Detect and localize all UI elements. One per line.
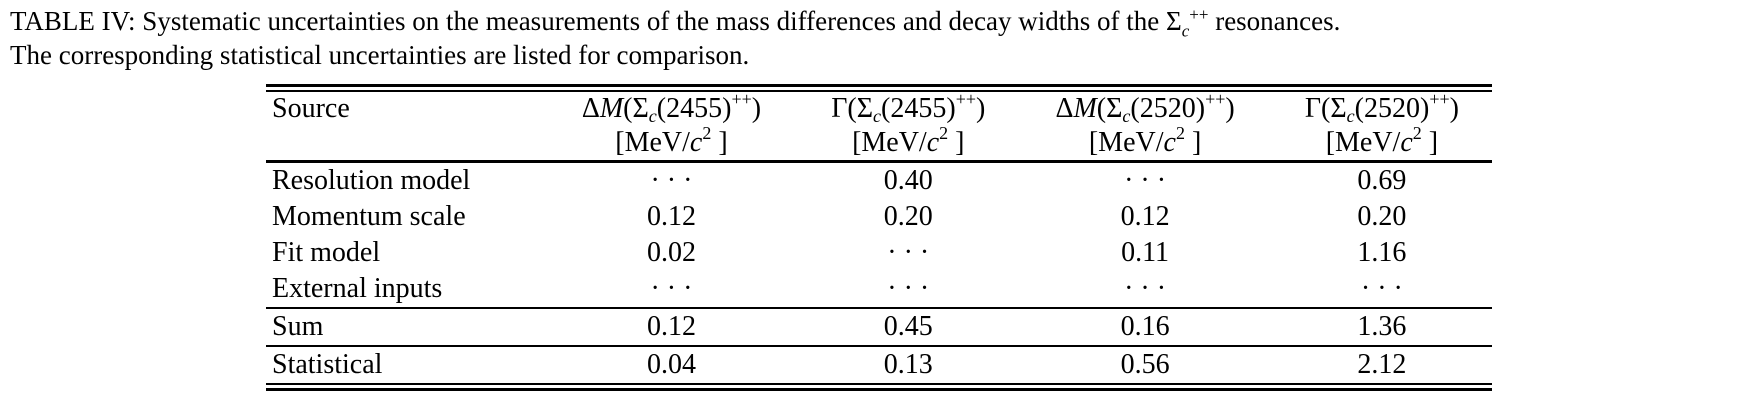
cell-value: · · · <box>1360 273 1403 304</box>
table-row <box>266 235 1492 271</box>
caption-text-suffix: resonances. <box>1208 6 1341 36</box>
table-caption <box>10 4 1755 72</box>
header-source-blank <box>266 126 545 162</box>
row-label: Momentum scale <box>272 201 466 232</box>
row-label: External inputs <box>272 273 443 304</box>
cell-value: 0.12 <box>1120 201 1170 232</box>
cell-value: 0.45 <box>798 308 1018 346</box>
cell-value: · · · <box>1124 165 1167 196</box>
cell-value: · · · <box>887 237 930 268</box>
cell-value: · · · <box>1124 273 1167 304</box>
statistical-row <box>266 346 1492 383</box>
cell-value: 0.13 <box>798 346 1018 383</box>
caption-text-prefix: TABLE IV: Systematic uncertainties on the measurements of the mass differences and decay widths of the Σ <box>10 6 1182 36</box>
cell-value: · · · <box>887 273 930 304</box>
header-unit-1: [$MeV/c^2$ ] <box>545 126 798 162</box>
cell-value: 1.16 <box>1357 237 1407 268</box>
header-unit-2: [$MeV/c^2$ ] <box>798 126 1018 162</box>
table-row <box>266 271 1492 308</box>
caption-line-2: The corresponding statistical uncertainties are listed for comparison. <box>10 40 750 70</box>
row-label: Resolution model <box>272 165 471 196</box>
header-dm-2455: $\Delta M(\Sigma_c(2455)^{++})$ <box>581 89 762 126</box>
cell-value: 0.04 <box>545 346 798 383</box>
cell-value: 0.20 <box>1357 201 1407 232</box>
cell-value: 0.02 <box>646 237 696 268</box>
cell-value: 2.12 <box>1272 346 1492 383</box>
cell-value: · · · <box>650 273 693 304</box>
caption-line-1 <box>10 4 1755 41</box>
row-label: Fit model <box>272 237 381 268</box>
cell-value: 0.12 <box>646 201 696 232</box>
header-row-1 <box>266 92 1492 126</box>
row-label: Sum <box>266 308 545 346</box>
sum-row <box>266 308 1492 346</box>
header-row-2 <box>266 126 1492 162</box>
cell-value: 0.12 <box>545 308 798 346</box>
header-dm-2520: $\Delta M(\Sigma_c(2520)^{++})$ <box>1055 89 1235 126</box>
caption-sigma-subscript: c <box>1181 21 1190 41</box>
header-unit-4: [$MeV/c^2$ ] <box>1272 126 1492 162</box>
cell-value: 0.16 <box>1018 308 1271 346</box>
cell-value: 0.69 <box>1357 165 1407 196</box>
table-row <box>266 199 1492 235</box>
header-source: Source <box>272 93 350 124</box>
caption-sigma-superscript: ++ <box>1189 5 1209 24</box>
table-top-rule <box>266 84 1492 92</box>
cell-value: 0.56 <box>1018 346 1271 383</box>
cell-value: · · · <box>650 165 693 196</box>
uncertainty-table <box>266 84 1492 391</box>
table-bottom-rule <box>266 383 1492 391</box>
row-label: Statistical <box>266 346 545 383</box>
header-unit-3: [$MeV/c^2$ ] <box>1018 126 1271 162</box>
table-row <box>266 162 1492 200</box>
cell-value: 0.40 <box>883 165 933 196</box>
header-gamma-2520: $\Gamma(\Sigma_c(2520)^{++})$ <box>1304 89 1459 126</box>
cell-value: 0.20 <box>883 201 933 232</box>
cell-value: 0.11 <box>1121 237 1170 268</box>
cell-value: 1.36 <box>1272 308 1492 346</box>
header-gamma-2455: $\Gamma(\Sigma_c(2455)^{++})$ <box>831 89 986 126</box>
